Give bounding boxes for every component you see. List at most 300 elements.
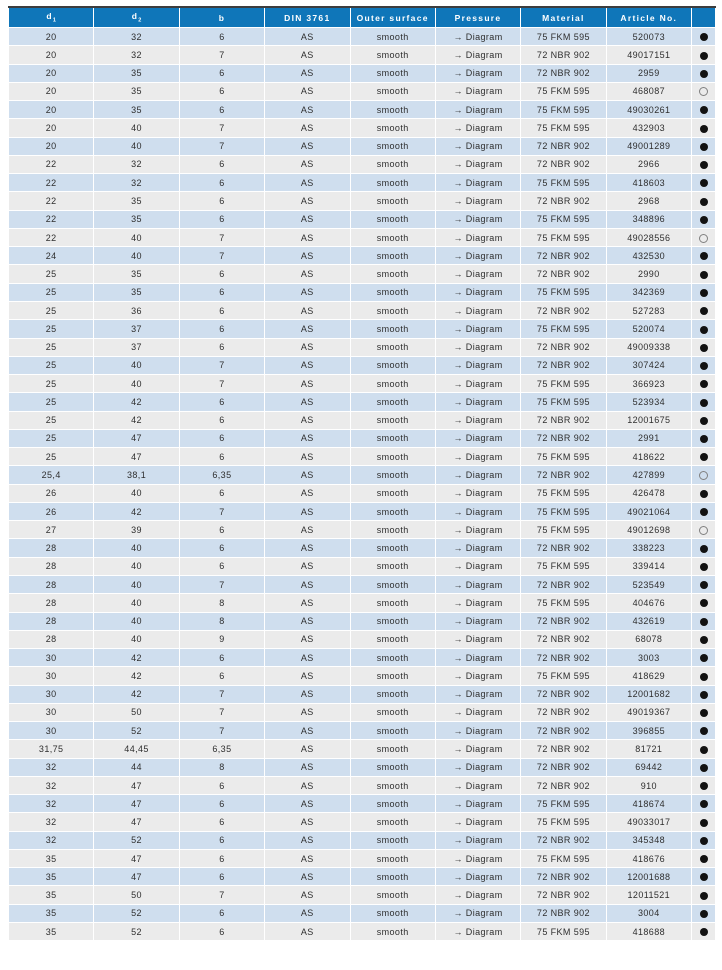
cell-b: 6 [179,393,264,411]
cell-article: 520074 [606,320,691,338]
cell-d2: 35 [94,283,179,301]
cell-material: 75 FKM 595 [521,28,606,46]
table-row [9,539,716,557]
filled-circle-icon [700,252,708,260]
cell-status [692,210,716,228]
filled-circle-icon [700,52,708,60]
cell-b: 7 [179,356,264,374]
table-row [9,813,716,831]
table-row [9,886,716,904]
cell-outer: smooth [350,228,435,246]
cell-d1: 28 [9,612,94,630]
cell-d2: 40 [94,557,179,575]
cell-outer: smooth [350,356,435,374]
cell-d2: 44 [94,758,179,776]
cell-d1: 20 [9,64,94,82]
cell-din: AS [265,247,350,265]
table-row [9,429,716,447]
cell-status [692,320,716,338]
cell-d1: 31,75 [9,740,94,758]
cell-outer: smooth [350,776,435,794]
cell-pressure: → Diagram [435,594,520,612]
cell-material: 75 FKM 595 [521,521,606,539]
cell-d1: 32 [9,776,94,794]
cell-status [692,630,716,648]
table-row [9,740,716,758]
cell-pressure: → Diagram [435,265,520,283]
cell-outer: smooth [350,64,435,82]
cell-d1: 30 [9,649,94,667]
filled-circle-icon [700,344,708,352]
cell-b: 6 [179,338,264,356]
cell-din: AS [265,612,350,630]
cell-status [692,28,716,46]
cell-pressure: → Diagram [435,795,520,813]
cell-din: AS [265,594,350,612]
column-header-subscript: 2 [138,17,142,24]
cell-status [692,904,716,922]
table-row [9,484,716,502]
cell-article: 418674 [606,795,691,813]
cell-status [692,375,716,393]
cell-d1: 25 [9,301,94,319]
cell-d1: 35 [9,868,94,886]
cell-status [692,868,716,886]
table-row [9,411,716,429]
cell-pressure: → Diagram [435,46,520,64]
cell-material: 72 NBR 902 [521,338,606,356]
cell-pressure: → Diagram [435,612,520,630]
table-row [9,82,716,100]
cell-d1: 25 [9,320,94,338]
cell-d1: 26 [9,502,94,520]
cell-din: AS [265,795,350,813]
cell-article: 49019367 [606,703,691,721]
cell-d2: 42 [94,667,179,685]
cell-d2: 32 [94,155,179,173]
cell-outer: smooth [350,831,435,849]
filled-circle-icon [700,691,708,699]
cell-d2: 47 [94,868,179,886]
cell-d1: 20 [9,119,94,137]
cell-d1: 25 [9,429,94,447]
cell-article: 432903 [606,119,691,137]
cell-din: AS [265,411,350,429]
table-row [9,174,716,192]
cell-status [692,101,716,119]
filled-circle-icon [700,362,708,370]
cell-status [692,849,716,867]
cell-d2: 47 [94,849,179,867]
cell-d1: 20 [9,101,94,119]
column-header-subscript: 1 [52,17,56,24]
cell-article: 418603 [606,174,691,192]
cell-status [692,228,716,246]
table-row [9,904,716,922]
cell-outer: smooth [350,813,435,831]
filled-circle-icon [700,892,708,900]
cell-d1: 25 [9,356,94,374]
cell-din: AS [265,155,350,173]
cell-d2: 42 [94,502,179,520]
table-row [9,722,716,740]
table-row [9,64,716,82]
cell-outer: smooth [350,429,435,447]
cell-outer: smooth [350,265,435,283]
cell-d2: 40 [94,375,179,393]
cell-outer: smooth [350,758,435,776]
cell-b: 6,35 [179,466,264,484]
cell-article: 418688 [606,923,691,941]
cell-d2: 47 [94,795,179,813]
cell-b: 6 [179,301,264,319]
cell-d1: 22 [9,192,94,210]
cell-status [692,155,716,173]
cell-outer: smooth [350,393,435,411]
cell-pressure: → Diagram [435,155,520,173]
cell-d2: 37 [94,338,179,356]
column-header-status [692,7,716,28]
filled-circle-icon [700,928,708,936]
cell-d1: 32 [9,831,94,849]
cell-article: 418676 [606,849,691,867]
cell-d1: 35 [9,923,94,941]
cell-material: 75 FKM 595 [521,448,606,466]
cell-d1: 28 [9,630,94,648]
cell-article: 527283 [606,301,691,319]
cell-outer: smooth [350,904,435,922]
cell-b: 6 [179,521,264,539]
cell-d2: 42 [94,649,179,667]
filled-circle-icon [700,490,708,498]
cell-d2: 40 [94,539,179,557]
table-row [9,612,716,630]
cell-material: 75 FKM 595 [521,82,606,100]
cell-din: AS [265,758,350,776]
cell-article: 3003 [606,649,691,667]
cell-outer: smooth [350,283,435,301]
cell-pressure: → Diagram [435,667,520,685]
cell-b: 6 [179,155,264,173]
cell-din: AS [265,82,350,100]
cell-d2: 52 [94,904,179,922]
cell-article: 2990 [606,265,691,283]
cell-status [692,64,716,82]
cell-d2: 44,45 [94,740,179,758]
filled-circle-icon [700,179,708,187]
cell-outer: smooth [350,923,435,941]
cell-article: 49009338 [606,338,691,356]
cell-d1: 27 [9,521,94,539]
cell-d1: 25 [9,393,94,411]
cell-status [692,338,716,356]
cell-d2: 35 [94,101,179,119]
cell-material: 72 NBR 902 [521,776,606,794]
cell-pressure: → Diagram [435,649,520,667]
cell-pressure: → Diagram [435,521,520,539]
cell-d2: 40 [94,228,179,246]
cell-d2: 52 [94,923,179,941]
cell-status [692,247,716,265]
cell-pressure: → Diagram [435,703,520,721]
cell-din: AS [265,210,350,228]
cell-b: 6 [179,411,264,429]
cell-b: 6 [179,101,264,119]
cell-d1: 20 [9,28,94,46]
cell-din: AS [265,703,350,721]
cell-outer: smooth [350,466,435,484]
cell-outer: smooth [350,649,435,667]
cell-pressure: → Diagram [435,283,520,301]
cell-status [692,886,716,904]
cell-material: 75 FKM 595 [521,795,606,813]
cell-pressure: → Diagram [435,813,520,831]
cell-b: 7 [179,375,264,393]
cell-article: 432619 [606,612,691,630]
filled-circle-icon [700,563,708,571]
cell-status [692,539,716,557]
table-row [9,192,716,210]
cell-pressure: → Diagram [435,502,520,520]
table-row [9,375,716,393]
cell-article: 2968 [606,192,691,210]
cell-b: 6 [179,813,264,831]
cell-din: AS [265,375,350,393]
cell-d2: 35 [94,210,179,228]
filled-circle-icon [700,508,708,516]
table-row [9,119,716,137]
cell-outer: smooth [350,795,435,813]
cell-material: 72 NBR 902 [521,155,606,173]
cell-outer: smooth [350,247,435,265]
cell-material: 75 FKM 595 [521,393,606,411]
cell-material: 72 NBR 902 [521,831,606,849]
cell-pressure: → Diagram [435,539,520,557]
cell-d1: 25 [9,338,94,356]
cell-material: 72 NBR 902 [521,722,606,740]
cell-b: 6 [179,429,264,447]
cell-status [692,82,716,100]
filled-circle-icon [700,453,708,461]
table-row [9,795,716,813]
cell-material: 72 NBR 902 [521,247,606,265]
cell-article: 427899 [606,466,691,484]
column-header-outer: Outer surface [350,7,435,28]
cell-d2: 50 [94,703,179,721]
cell-outer: smooth [350,174,435,192]
table-row [9,868,716,886]
cell-din: AS [265,831,350,849]
cell-material: 75 FKM 595 [521,320,606,338]
cell-d2: 37 [94,320,179,338]
cell-article: 69442 [606,758,691,776]
cell-d2: 40 [94,575,179,593]
cell-din: AS [265,283,350,301]
cell-material: 72 NBR 902 [521,630,606,648]
cell-pressure: → Diagram [435,119,520,137]
cell-d1: 22 [9,174,94,192]
filled-circle-icon [700,636,708,644]
cell-din: AS [265,466,350,484]
table-row [9,630,716,648]
cell-article: 426478 [606,484,691,502]
cell-d1: 25 [9,283,94,301]
cell-article: 12011521 [606,886,691,904]
cell-material: 72 NBR 902 [521,886,606,904]
cell-material: 72 NBR 902 [521,868,606,886]
cell-d2: 40 [94,247,179,265]
cell-pressure: → Diagram [435,776,520,794]
cell-b: 7 [179,722,264,740]
cell-outer: smooth [350,740,435,758]
filled-circle-icon [700,198,708,206]
cell-d2: 42 [94,411,179,429]
table-row [9,703,716,721]
cell-article: 339414 [606,557,691,575]
cell-pressure: → Diagram [435,82,520,100]
cell-pressure: → Diagram [435,356,520,374]
cell-material: 75 FKM 595 [521,594,606,612]
cell-pressure: → Diagram [435,64,520,82]
cell-pressure: → Diagram [435,137,520,155]
cell-material: 72 NBR 902 [521,46,606,64]
cell-din: AS [265,740,350,758]
cell-d1: 26 [9,484,94,502]
filled-circle-icon [700,380,708,388]
cell-outer: smooth [350,849,435,867]
column-header-pressure: Pressure [435,7,520,28]
filled-circle-icon [700,289,708,297]
cell-material: 72 NBR 902 [521,685,606,703]
cell-article: 68078 [606,630,691,648]
filled-circle-icon [700,70,708,78]
cell-pressure: → Diagram [435,904,520,922]
cell-material: 75 FKM 595 [521,667,606,685]
cell-status [692,119,716,137]
cell-article: 2966 [606,155,691,173]
cell-pressure: → Diagram [435,247,520,265]
cell-d1: 25 [9,375,94,393]
cell-din: AS [265,539,350,557]
cell-din: AS [265,28,350,46]
cell-material: 72 NBR 902 [521,740,606,758]
cell-material: 75 FKM 595 [521,557,606,575]
cell-d1: 32 [9,758,94,776]
cell-outer: smooth [350,575,435,593]
cell-b: 6 [179,649,264,667]
cell-pressure: → Diagram [435,758,520,776]
cell-b: 7 [179,703,264,721]
table-row [9,356,716,374]
cell-status [692,46,716,64]
cell-material: 72 NBR 902 [521,137,606,155]
cell-b: 6 [179,192,264,210]
cell-din: AS [265,886,350,904]
cell-b: 6 [179,923,264,941]
cell-d1: 20 [9,82,94,100]
cell-d1: 22 [9,210,94,228]
cell-article: 49021064 [606,502,691,520]
cell-b: 6 [179,904,264,922]
cell-pressure: → Diagram [435,740,520,758]
cell-d2: 52 [94,722,179,740]
table-row [9,521,716,539]
cell-b: 6 [179,174,264,192]
cell-d2: 50 [94,886,179,904]
cell-status [692,137,716,155]
filled-circle-icon [700,161,708,169]
filled-circle-icon [700,399,708,407]
cell-status [692,301,716,319]
cell-d1: 35 [9,886,94,904]
cell-outer: smooth [350,722,435,740]
cell-article: 12001675 [606,411,691,429]
cell-d2: 40 [94,356,179,374]
cell-din: AS [265,667,350,685]
cell-din: AS [265,849,350,867]
seal-dimensions-table [8,6,716,941]
cell-b: 8 [179,594,264,612]
cell-material: 72 NBR 902 [521,758,606,776]
cell-d2: 39 [94,521,179,539]
cell-b: 6 [179,320,264,338]
cell-d1: 25 [9,265,94,283]
cell-b: 6 [179,849,264,867]
cell-d1: 28 [9,557,94,575]
cell-b: 6 [179,210,264,228]
cell-material: 72 NBR 902 [521,429,606,447]
cell-d1: 32 [9,795,94,813]
cell-material: 72 NBR 902 [521,703,606,721]
table-row [9,393,716,411]
filled-circle-icon [700,307,708,315]
cell-status [692,594,716,612]
cell-d1: 22 [9,228,94,246]
filled-circle-icon [700,435,708,443]
cell-pressure: → Diagram [435,228,520,246]
cell-b: 9 [179,630,264,648]
cell-outer: smooth [350,338,435,356]
cell-outer: smooth [350,521,435,539]
cell-d1: 20 [9,137,94,155]
cell-article: 2991 [606,429,691,447]
cell-b: 6 [179,539,264,557]
table-row [9,283,716,301]
cell-b: 7 [179,247,264,265]
column-header-b: b [179,7,264,28]
cell-din: AS [265,265,350,283]
cell-article: 523934 [606,393,691,411]
cell-b: 8 [179,758,264,776]
cell-outer: smooth [350,594,435,612]
filled-circle-icon [700,727,708,735]
cell-b: 6 [179,557,264,575]
table-row [9,557,716,575]
table-row [9,575,716,593]
cell-pressure: → Diagram [435,411,520,429]
table-row [9,28,716,46]
cell-outer: smooth [350,502,435,520]
cell-b: 7 [179,119,264,137]
table-row [9,301,716,319]
cell-status [692,192,716,210]
cell-d1: 32 [9,813,94,831]
cell-d1: 24 [9,247,94,265]
cell-article: 342369 [606,283,691,301]
table-body [9,28,716,941]
cell-pressure: → Diagram [435,28,520,46]
cell-b: 6 [179,448,264,466]
